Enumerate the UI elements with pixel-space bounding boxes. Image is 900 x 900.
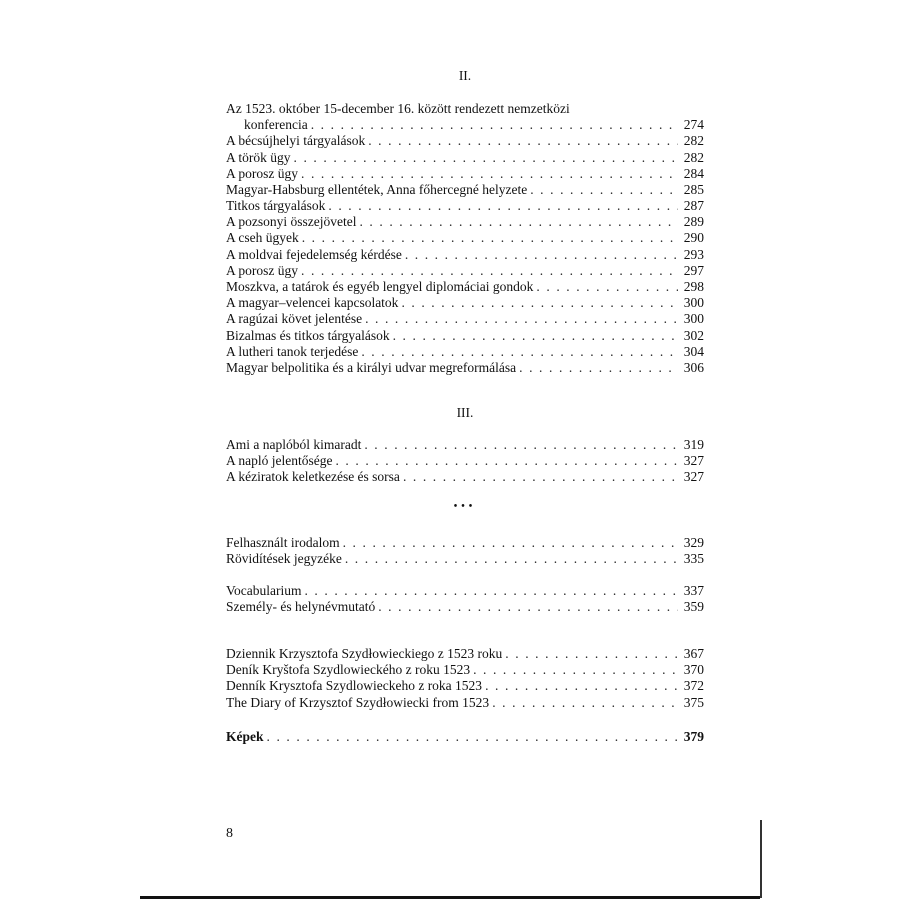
scan-edge-vertical	[760, 820, 762, 898]
toc-entry-title: A magyar–velencei kapcsolatok	[226, 295, 399, 311]
section-ii-toc	[226, 101, 704, 376]
toc-entry-page: 300	[683, 295, 704, 311]
toc-entry	[226, 182, 704, 198]
toc-entry-page: 372	[683, 678, 704, 694]
dot-leader	[390, 328, 678, 344]
dot-leader	[375, 599, 678, 615]
toc-entry-page: 282	[683, 133, 704, 149]
toc-entry	[226, 583, 704, 599]
toc-entry-title: A pozsonyi összejövetel	[226, 214, 357, 230]
index-toc	[226, 583, 704, 615]
toc-entry	[226, 729, 704, 745]
toc-entry-page: 302	[683, 327, 704, 343]
dot-leader	[308, 117, 678, 133]
toc-entry-page: 329	[683, 534, 704, 550]
dot-leader	[299, 230, 678, 246]
toc-entry-title: A bécsújhelyi tárgyalások	[226, 133, 366, 149]
toc-entry-title: Deník Kryštofa Szydlowieckého z roku 1523	[226, 662, 471, 678]
toc-entry-page: 290	[683, 230, 704, 246]
toc-entry-title: A cseh ügyek	[226, 230, 299, 246]
dot-leader	[264, 729, 678, 745]
dot-leader	[402, 247, 678, 263]
dot-leader	[400, 469, 678, 485]
toc-entry	[226, 247, 704, 263]
toc-entry-title: Bizalmas és titkos tárgyalások	[226, 327, 390, 343]
toc-entry-title: Titkos tárgyalások	[226, 198, 326, 214]
toc-entry-page: 298	[683, 279, 704, 295]
toc-entry-title: Képek	[226, 728, 264, 744]
page-number: 8	[226, 826, 233, 841]
toc-entry	[226, 295, 704, 311]
toc-entry	[226, 437, 704, 453]
toc-entry-page: 319	[683, 436, 704, 452]
dot-leader	[332, 453, 678, 469]
toc-entry-page: 274	[683, 117, 704, 133]
images-toc	[226, 729, 704, 745]
toc-entry	[226, 535, 704, 551]
toc-entry-title: Ami a naplóból kimaradt	[226, 436, 362, 452]
toc-entry	[226, 695, 704, 711]
toc-entry-page: 335	[683, 551, 704, 567]
toc-entry-title: A moldvai fejedelemség kérdése	[226, 246, 402, 262]
dot-leader	[291, 150, 678, 166]
toc-entry-title: Magyar belpolitika és a királyi udvar megreformálása	[226, 359, 517, 375]
dot-leader	[358, 344, 678, 360]
section-ii-heading: II.	[458, 68, 472, 83]
toc-entry-page: 367	[683, 645, 704, 661]
toc-entry-page: 282	[683, 149, 704, 165]
toc-entry-title: A török ügy	[226, 149, 291, 165]
toc-entry-title: Dziennik Krzysztofa Szydłowieckiego z 1523 roku	[226, 645, 503, 661]
toc-entry	[226, 166, 704, 182]
toc-entry	[226, 311, 704, 327]
toc-entry	[226, 117, 704, 133]
toc-entry-page: 289	[683, 214, 704, 230]
toc-entry-title: A napló jelentősége	[226, 453, 333, 469]
toc-entry-page: 306	[683, 359, 704, 375]
dot-leader	[301, 583, 678, 599]
references-toc	[226, 535, 704, 567]
toc-entry-title: Személy- és helynévmutató	[226, 599, 376, 615]
section-iii-heading: III.	[456, 405, 474, 420]
toc-entry	[226, 279, 704, 295]
toc-entry-page: 293	[683, 246, 704, 262]
toc-entry-title: Rövidítések jegyzéke	[226, 551, 342, 567]
toc-entry	[226, 328, 704, 344]
dot-leader	[356, 214, 678, 230]
toc-entry	[226, 263, 704, 279]
dot-leader	[527, 182, 678, 198]
toc-entry-title: Vocabularium	[226, 582, 302, 598]
toc-entry-title: A ragúzai követ jelentése	[226, 311, 363, 327]
toc-entry-page: 337	[683, 582, 704, 598]
toc-entry-page: 304	[683, 343, 704, 359]
toc-entry-title: Magyar-Habsburg ellentétek, Anna főhercegné helyzete	[226, 181, 528, 197]
toc-entry	[226, 678, 704, 694]
toc-entry-page: 327	[683, 453, 704, 469]
toc-entry-page: 287	[683, 198, 704, 214]
toc-entry-page: 375	[683, 694, 704, 710]
section-separator: •••	[453, 501, 477, 512]
toc-entry-line1	[226, 101, 704, 117]
toc-entry	[226, 231, 704, 247]
scan-edge-horizontal	[140, 896, 760, 899]
toc-entry	[226, 133, 704, 149]
toc-entry	[226, 150, 704, 166]
toc-entry	[226, 198, 704, 214]
toc-entry-page: 285	[683, 181, 704, 197]
dot-leader	[298, 263, 678, 279]
dot-leader	[325, 198, 678, 214]
dot-leader	[502, 646, 678, 662]
toc-entry-title: Denník Krysztofa Szydlowieckeho z roka 1523	[226, 678, 483, 694]
toc-entry-page: 359	[683, 599, 704, 615]
dot-leader	[482, 678, 678, 694]
toc-entry-page: 327	[683, 469, 704, 485]
toc-entry	[226, 453, 704, 469]
toc-entry	[226, 469, 704, 485]
toc-entry-title: A kéziratok keletkezése és sorsa	[226, 469, 400, 485]
toc-entry-title: Felhasznált irodalom	[226, 534, 340, 550]
toc-entry-title: konferencia	[244, 117, 308, 133]
dot-leader	[516, 360, 678, 376]
toc-entry	[226, 360, 704, 376]
dot-leader	[470, 662, 678, 678]
dot-leader	[340, 535, 678, 551]
dot-leader	[533, 279, 678, 295]
dot-leader	[342, 551, 678, 567]
toc-entry-title: Moszkva, a tatárok és egyéb lengyel diplomáciai gondok	[226, 279, 534, 295]
toc-entry-page: 297	[683, 262, 704, 278]
toc-entry-title: The Diary of Krzysztof Szydłowiecki from 1523	[226, 694, 490, 710]
toc-entry	[226, 344, 704, 360]
summaries-toc	[226, 646, 704, 711]
toc-entry	[226, 551, 704, 567]
section-iii-toc	[226, 437, 704, 486]
toc-entry-title: A porosz ügy	[226, 262, 298, 278]
toc-entry-title: Az 1523. október 15-december 16. között rendezett nemzetközi	[226, 101, 570, 116]
toc-entry-page: 284	[683, 165, 704, 181]
dot-leader	[361, 437, 678, 453]
dot-leader	[298, 166, 678, 182]
dot-leader	[398, 295, 678, 311]
toc-entry-page: 300	[683, 311, 704, 327]
toc-entry-page: 370	[683, 662, 704, 678]
toc-entry	[226, 662, 704, 678]
toc-entry-page: 379	[683, 728, 704, 744]
dot-leader	[489, 695, 678, 711]
toc-entry-title: A porosz ügy	[226, 165, 298, 181]
dot-leader	[362, 311, 678, 327]
toc-entry-title: A lutheri tanok terjedése	[226, 343, 359, 359]
toc-entry	[226, 646, 704, 662]
toc-entry	[226, 599, 704, 615]
toc-entry	[226, 214, 704, 230]
dot-leader	[365, 133, 678, 149]
